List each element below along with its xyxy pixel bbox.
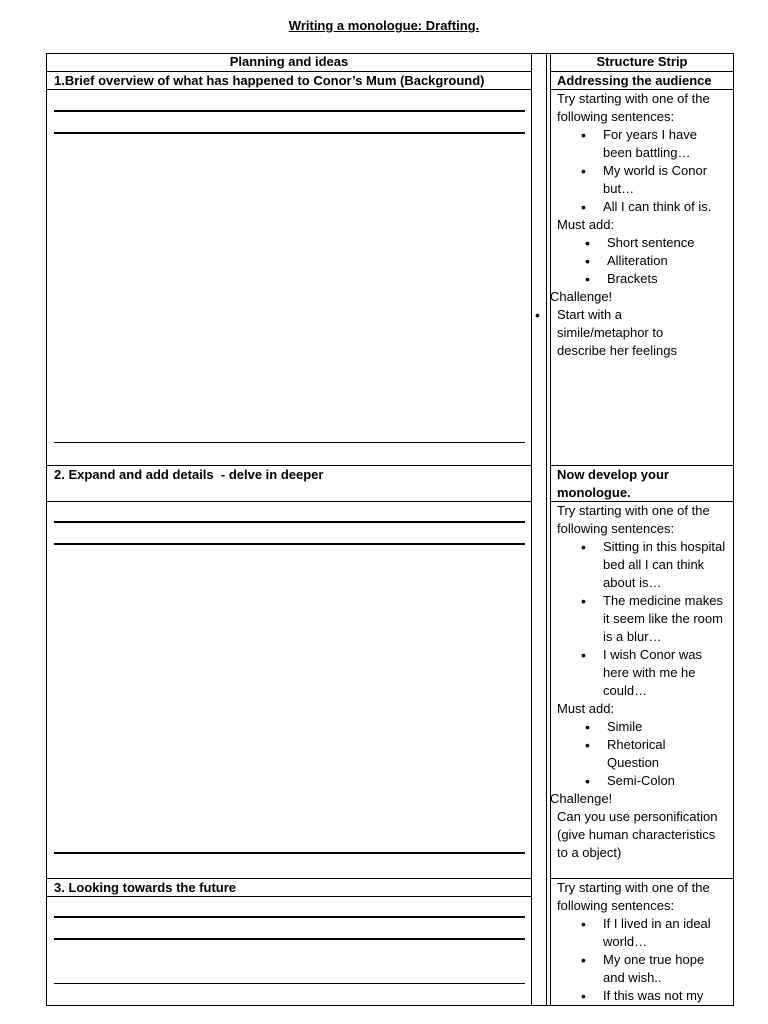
must-add-item: • Brackets [607, 270, 729, 288]
must-add-label: Must add: [557, 217, 615, 232]
starter-item: • My world is Conor but… [603, 162, 729, 198]
must-add-item: • Simile [607, 718, 729, 736]
gap-top-border [532, 53, 550, 54]
must-add-item: • Rhetorical Question [607, 736, 729, 772]
section-1-heading: 1.Brief overview of what has happened to Conor’s Mum (Background) [54, 73, 485, 88]
writing-line [54, 916, 525, 918]
writing-line [54, 521, 525, 523]
strip-intro: Try starting with one of the following sentences: [557, 880, 710, 913]
gap-bottom-border [532, 1005, 550, 1006]
strip-intro: Try starting with one of the following sentences: [557, 91, 710, 124]
section-2-heading-border [46, 501, 532, 502]
writing-line [54, 110, 525, 112]
section-1-strip [550, 90, 729, 360]
section-1-strip-heading: Addressing the audience [557, 73, 712, 88]
section-2-heading: 2. Expand and add details - delve in deeper [54, 467, 324, 482]
must-add-item: • Short sentence [607, 234, 729, 252]
planning-header: Planning and ideas [229, 54, 349, 69]
challenge-label: Challenge! [550, 289, 613, 304]
strip-header: Structure Strip [596, 54, 688, 69]
starter-item: • My one true hope and wish.. [603, 951, 729, 987]
strip-intro: Try starting with one of the following sentences: [557, 503, 710, 536]
writing-line [54, 983, 525, 984]
section-3-strip [557, 879, 729, 1003]
section-3-heading: 3. Looking towards the future [54, 880, 237, 895]
must-add-label: Must add: [557, 701, 615, 716]
writing-line [54, 543, 525, 545]
starter-item: • I wish Conor was here with me he could… [603, 646, 729, 700]
starter-item: • The medicine makes it seem like the room is a blur… [603, 592, 729, 646]
section-2-strip [550, 502, 729, 862]
must-add-item: • Semi-Colon [607, 772, 729, 790]
starter-item: • All I can think of is. [603, 198, 729, 216]
must-add-item: • Alliteration [607, 252, 729, 270]
writing-line [54, 938, 525, 940]
page-title: Writing a monologue: Drafting. [288, 18, 480, 33]
challenge-text: Can you use personification (give human characteristics to a object) [557, 809, 718, 860]
challenge-item: • Start with a simile/metaphor to describe her feelings [557, 306, 729, 360]
writing-line [54, 442, 525, 443]
section-2-strip-heading: Now develop your monologue. [557, 467, 669, 500]
challenge-label: Challenge! [550, 791, 613, 806]
starter-item: • If I lived in an ideal world… [603, 915, 729, 951]
starter-item: • For years I have been battling… [603, 126, 729, 162]
column-divider [546, 53, 547, 1006]
starter-item: • If this was not my [603, 987, 729, 1003]
planning-column [46, 53, 532, 1006]
writing-line [54, 852, 525, 854]
section-3-heading-border [46, 896, 532, 897]
section-1-heading-border [46, 89, 532, 90]
starter-item: • Sitting in this hospital bed all I can think about is… [603, 538, 729, 592]
writing-line [54, 132, 525, 134]
